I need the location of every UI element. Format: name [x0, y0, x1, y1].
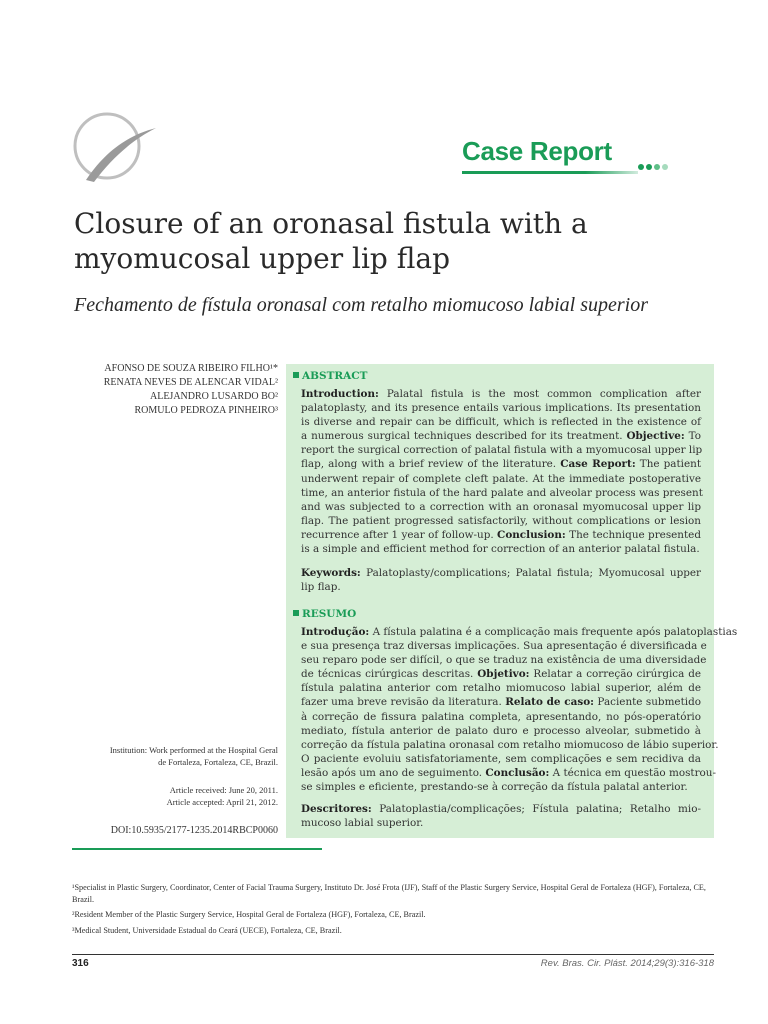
text-line: report the surgical correction of palatal fistula with a myomucosal upper lip [301, 444, 703, 457]
institution-line: Institution: Work performed at the Hospital Geral [109, 745, 278, 755]
institution-note [58, 744, 278, 768]
journal-logo-icon [72, 106, 158, 186]
article-dates [58, 784, 278, 808]
text-line: e sua presença traz diversas implicações. Sua apresentação é diversificada e [301, 640, 707, 653]
text-line: flap, along with a brief review of the literature. Case Report: The patient [301, 458, 701, 471]
abstract-heading-text: ABSTRACT [302, 370, 368, 382]
accepted-date: Article accepted: April 21, 2012. [166, 797, 278, 807]
bold-label: Keywords: [301, 567, 361, 579]
text-line: flap. The patient progressed satisfactorily, without complications or lesion [301, 514, 701, 527]
text-line: time, an anterior fistula of the hard palate and alveolar process was present [301, 486, 703, 499]
footnote: ³Medical Student, Universidade Estadual do Ceará (UECE), Fortaleza, CE, Brazil. [72, 925, 342, 935]
footer-divider [72, 954, 714, 955]
bold-label: Introduction: [301, 388, 379, 400]
text-line: fístula palatina anterior com retalho miomucoso labial superior, além de [301, 682, 701, 695]
text-line: and was subjected to a correction with an oronasal myomucosal upper lip [301, 500, 701, 513]
text-line: lesão após um ano de seguimento. Conclusão: A técnica em questão mostrou- [301, 766, 717, 779]
bold-label: Objective: [626, 430, 685, 443]
author-list [38, 362, 278, 418]
abstract-panel [286, 364, 738, 838]
text-line: recurrence after 1 year of follow-up. Conclusion: The technique presented [301, 528, 701, 541]
author: ROMULO PEDROZA PINHEIRO³ [134, 405, 278, 416]
text-line: Descritores: Palatoplastia/complicações; Fístula palatina; Retalho mio- [301, 803, 701, 815]
article-title-line1: Closure of an oronasal fistula with a [74, 207, 588, 240]
abstract-heading [293, 370, 367, 382]
article-title [74, 206, 694, 276]
article-title-translated: Fechamento de fístula oronasal com retalho miomucoso labial superior [74, 294, 649, 316]
doi-link[interactable]: DOI:10.5935/2177-1235.2014RBCP0060 [110, 825, 278, 836]
footnote: ²Resident Member of the Plastic Surgery Service, Hospital Geral de Fortaleza (HGF), Fortaleza, CE, Brazil. [72, 910, 426, 919]
bold-label: Objetivo: [477, 668, 530, 681]
text-line: de técnicas cirúrgicas descritas. Objetivo: Relatar a correção cirúrgica de [301, 668, 702, 681]
text-line: Introdução: A fístula palatina é a complicação mais frequente após palatoplastias [301, 626, 738, 638]
section-label: Case Report [462, 136, 612, 166]
abstract-body [301, 387, 701, 556]
resumo-descritores [301, 802, 701, 830]
text-line: is diverse and repair can be difficult, which is reflected in the existence of [301, 416, 701, 429]
text-line: se simples e eficiente, prestando-se à correção da fístula palatal anterior. [301, 781, 688, 794]
text-line: fazer uma breve revisão da literatura. Relato de caso: Paciente submetido [301, 696, 701, 709]
text-line: is a simple and efficient method for correction of an anterior palatal fistula. [301, 543, 700, 556]
text-line: underwent repair of complete cleft palate. At the immediate postoperative [301, 472, 701, 485]
text-line: a numerous surgical techniques described for its treatment. Objective: To [301, 430, 701, 443]
footnote-divider [72, 848, 322, 850]
text-line: mediato, fístula anterior de palato duro e processo alveolar, submetido à [301, 724, 701, 737]
journal-reference: Rev. Bras. Cir. Plást. 2014;29(3):316-318 [540, 958, 714, 969]
footnote: ¹Specialist in Plastic Surgery, Coordinator, Center of Facial Trauma Surgery, Instituto Dr. José Frota (IJF), Staff of the Plastic Surgery Service, Hospital Geral de Fortaleza (HGF), Fortaleza, CE, Brazil. [72, 883, 706, 904]
bold-label: Relato de caso: [505, 696, 594, 709]
text-line: O paciente evoluiu satisfatoriamente, sem complicações e sem recidiva da [301, 752, 701, 765]
author: AFONSO DE SOUZA RIBEIRO FILHO¹* [104, 363, 278, 374]
page-number: 316 [72, 958, 89, 969]
abstract-keywords [301, 566, 701, 594]
text-line: lip flap. [301, 581, 341, 594]
article-title-line2: myomucosal upper lip flap [74, 242, 451, 275]
author: ALEJANDRO LUSARDO BO² [149, 391, 278, 402]
received-date: Article received: June 20, 2011. [169, 785, 278, 795]
text-line: seu reparo pode ser difícil, o que se traduz na existência de uma diversidade [301, 654, 707, 667]
resumo-heading-text: RESUMO [302, 608, 357, 620]
text-line: Introduction: Palatal fistula is the most common complication after [301, 388, 701, 400]
section-dots-icon [638, 155, 670, 174]
text-line: palatoplasty, and its presence entails various implications. Its presentation [301, 402, 701, 415]
section-underline [462, 171, 638, 174]
text-line: correção da fístula palatina oronasal com retalho miomucoso de lábio superior. [301, 738, 719, 751]
bold-label: Introdução: [301, 626, 370, 638]
resumo-body [301, 625, 738, 794]
resumo-heading [293, 608, 356, 620]
bold-label: Conclusion: [497, 528, 566, 541]
bold-label: Conclusão: [485, 766, 550, 779]
institution-line: de Fortaleza, Fortaleza, CE, Brazil. [158, 757, 278, 767]
text-line: à correção de fissura palatina completa, apresentando, no pós-operatório [301, 710, 701, 723]
bold-label: Descritores: [301, 803, 372, 815]
text-line: Keywords: Palatoplasty/complications; Palatal fistula; Myomucosal upper [301, 567, 701, 579]
author: RENATA NEVES DE ALENCAR VIDAL² [103, 377, 278, 388]
footnotes [72, 882, 712, 940]
bold-label: Case Report: [560, 458, 636, 471]
text-line: mucoso labial superior. [301, 817, 424, 830]
